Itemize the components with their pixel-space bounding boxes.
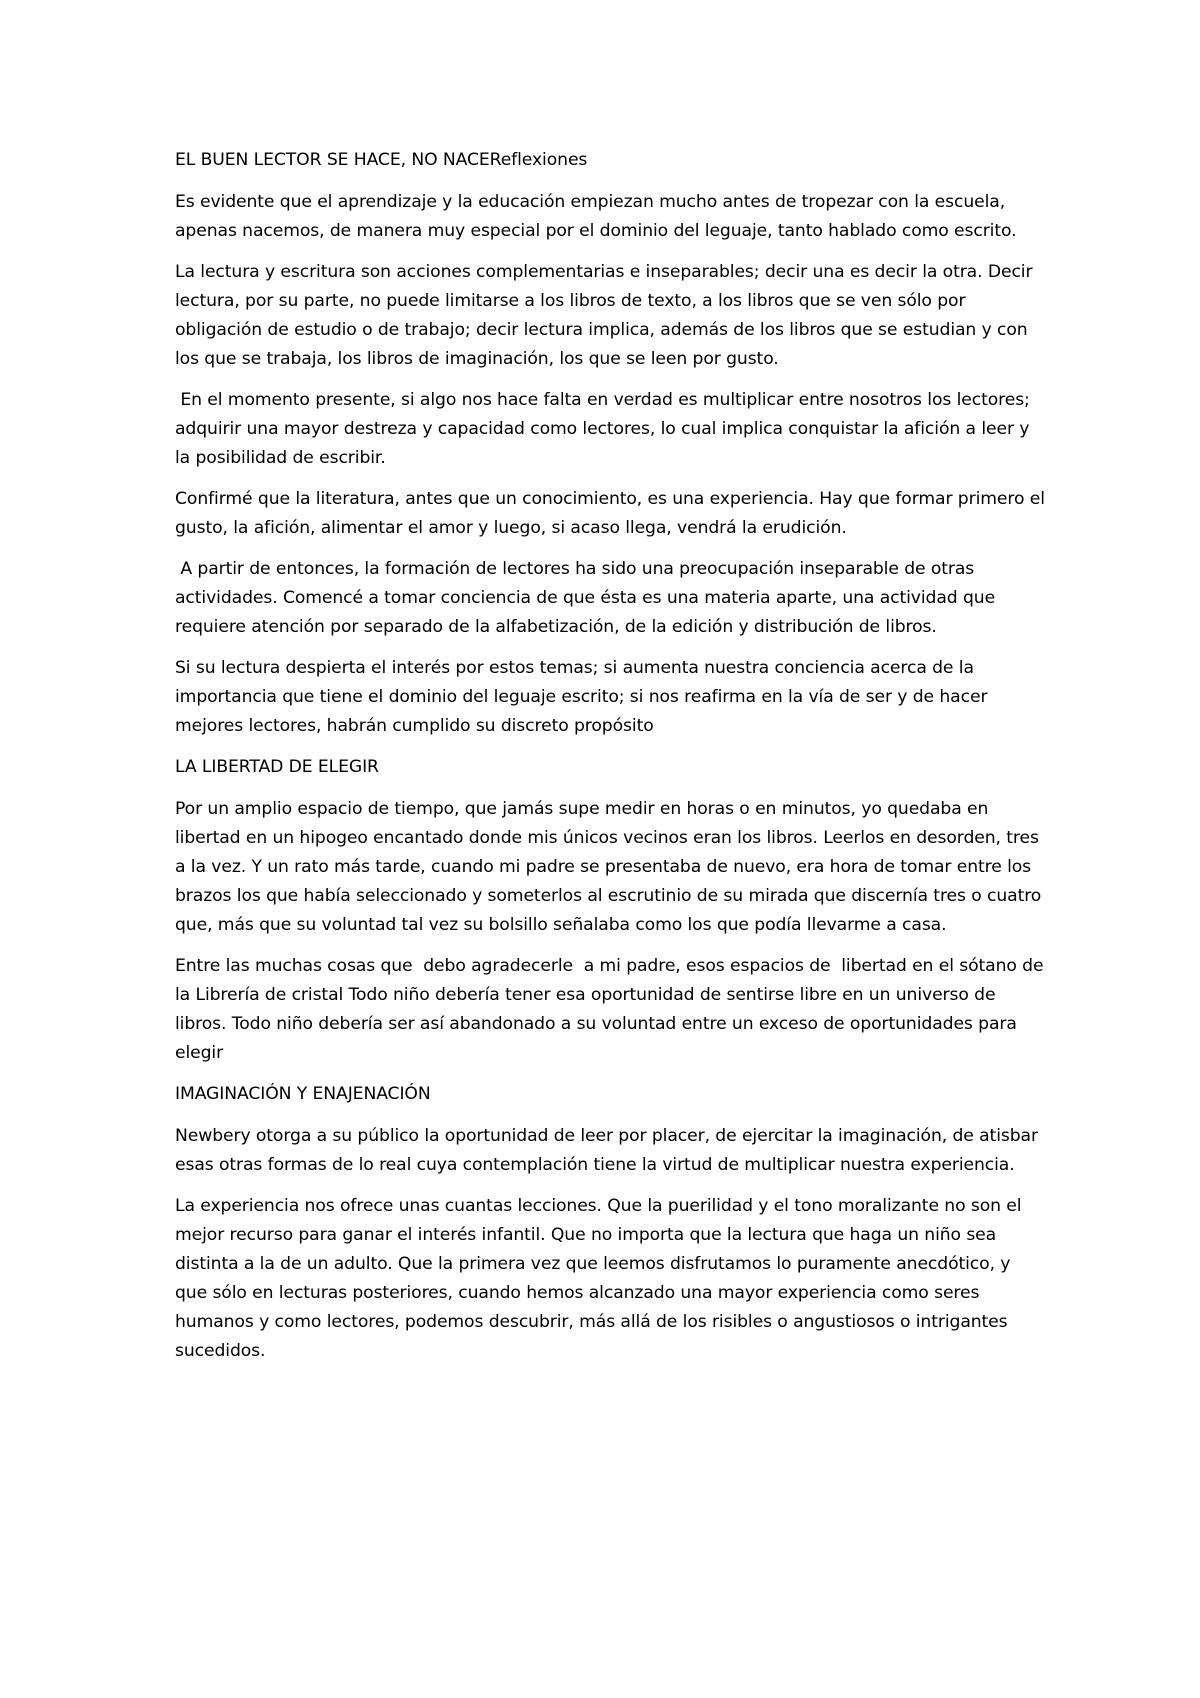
document-body [175,146,1049,1378]
paragraph: En el momento presente, si algo nos hace falta en verdad es multiplicar entre nosotros los lectores; adquirir una mayor destreza y capacidad como lectores, lo cual implica conquistar la afición a leer y la posibilidad de escribir. [175,390,1036,468]
document-title: EL BUEN LECTOR SE HACE, NO NACEReflexiones [175,150,588,170]
paragraph: Confirmé que la literatura, antes que un conocimiento, es una experiencia. Hay que formar primero el gusto, la afición, alimentar el amor y luego, si acaso llega, vendrá la erudición. [175,489,1045,538]
paragraph: Por un amplio espacio de tiempo, que jamás supe medir en horas o en minutos, yo quedaba en libertad en un hipogeo encantado donde mis únicos vecinos eran los libros. Leerlos en desorden, tres a la vez. Y un rato más tarde, cuando mi padre se presentaba de nuevo, era hora de tomar entre los brazos los que había seleccionado y someterlos al escrutinio de su mirada que discernía tres o cuatro que, más que su voluntad tal vez su bolsillo señalaba como los que podía llevarme a casa. [175,799,1042,935]
paragraph: Si su lectura despierta el interés por estos temas; si aumenta nuestra conciencia acerca de la importancia que tiene el dominio del leguaje escrito; si nos reafirma en la vía de ser y de hacer mejores lectores, habrán cumplido su discreto propósito [175,658,988,736]
paragraph: Entre las muchas cosas que debo agradecerle a mi padre, esos espacios de libertad en el sótano de la Librería de cristal Todo niño debería tener esa oportunidad de sentirse libre en un universo de libros. Todo niño debería ser así abandonado a su voluntad entre un exceso de oportunidades para elegir [175,956,1049,1063]
paragraph: La experiencia nos ofrece unas cuantas lecciones. Que la puerilidad y el tono moralizante no son el mejor recurso para ganar el interés infantil. Que no importa que la lectura que haga un niño sea distinta a la de un adulto. Que la primera vez que leemos disfrutamos lo puramente anecdótico, y que sólo en lecturas posteriores, cuando hemos alcanzado una mayor experiencia como seres humanos y como lectores, podemos descubrir, más allá de los risibles o angustiosos o intrigantes sucedidos. [175,1196,1022,1361]
paragraph: La lectura y escritura son acciones complementarias e inseparables; decir una es decir la otra. Decir lectura, por su parte, no puede limitarse a los libros de texto, a los libros que se ven sólo por obligación de estudio o de trabajo; decir lectura implica, además de los libros que se estudian y con los que se trabaja, los libros de imaginación, los que se leen por gusto. [175,262,1033,369]
paragraph: Newbery otorga a su público la oportunidad de leer por placer, de ejercitar la imaginación, de atisbar esas otras formas de lo real cuya contemplación tiene la virtud de multiplicar nuestra experiencia. [175,1126,1038,1175]
section-heading-libertad: LA LIBERTAD DE ELEGIR [175,757,379,777]
section-heading-imaginacion: IMAGINACIÓN Y ENAJENACIÓN [175,1084,431,1104]
paragraph: Es evidente que el aprendizaje y la educación empiezan mucho antes de tropezar con la escuela, apenas nacemos, de manera muy especial por el dominio del leguaje, tanto hablado como escrito. [175,192,1017,241]
paragraph: A partir de entonces, la formación de lectores ha sido una preocupación inseparable de otras actividades. Comencé a tomar conciencia de que ésta es una materia aparte, una actividad que requiere atención por separado de la alfabetización, de la edición y distribución de libros. [175,559,1001,637]
